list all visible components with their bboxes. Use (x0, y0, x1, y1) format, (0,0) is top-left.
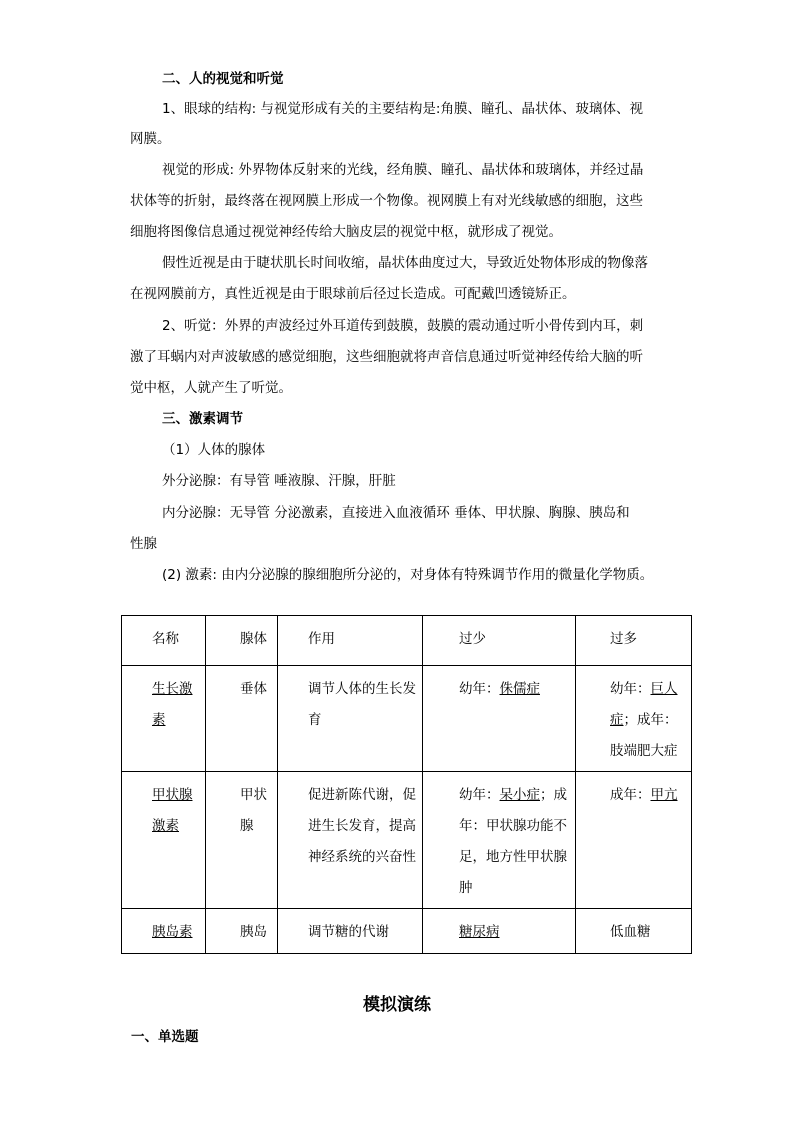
hormone-name (122, 666, 206, 772)
practice-title: 模拟演练 (363, 995, 431, 1015)
gland: 甲状腺 (206, 772, 278, 909)
hearing-line3: 觉中枢，人就产生了听觉。 (130, 380, 292, 396)
eye-structure-line2: 网膜。 (130, 131, 171, 147)
too-little-term: 糖尿病 (459, 924, 500, 940)
too-little-term: 侏儒症 (499, 681, 540, 697)
section2-heading: 二、人的视觉和听觉 (162, 71, 284, 87)
hormone-name (122, 772, 206, 909)
hormone-name-text: 生长激素 (152, 681, 193, 728)
too-little-suffix: ；成年：甲状腺功能不足，地方性甲状腺肿 (459, 787, 567, 896)
too-little-prefix: 幼年： (459, 681, 500, 697)
vision-formation-line2: 状体等的折射，最终落在视网膜上形成一个物像。视网膜上有对光线敏感的细胞，这些 (130, 193, 643, 209)
header-function: 作用 (278, 616, 423, 666)
table-header-row (122, 616, 692, 666)
gland: 垂体 (206, 666, 278, 772)
function: 调节人体的生长发育 (278, 666, 423, 772)
hearing-line1: 2、听觉：外界的声波经过外耳道传到鼓膜，鼓膜的震动通过听小骨传到内耳，刺 (162, 318, 644, 334)
table-row (122, 666, 692, 772)
eye-structure-line1: 1、眼球的结构: 与视觉形成有关的主要结构是:角膜、瞳孔、晶状体、玻璃体、视 (162, 101, 643, 117)
endocrine-glands-line2: 性腺 (130, 536, 157, 552)
header-too-little: 过少 (423, 616, 576, 666)
gland: 胰岛 (206, 909, 278, 954)
header-gland: 腺体 (206, 616, 278, 666)
too-much-prefix: 成年： (610, 787, 651, 803)
table-row (122, 772, 692, 909)
too-much (576, 772, 692, 909)
too-much-term: 巨人症 (610, 681, 678, 728)
header-name: 名称 (122, 616, 206, 666)
too-little-term: 呆小症 (499, 787, 540, 803)
practice-subtitle: 一、单选题 (131, 1029, 199, 1045)
vision-formation-line3: 细胞将图像信息通过视觉神经传给大脑皮层的视觉中枢，就形成了视觉。 (130, 224, 562, 240)
too-much-prefix: 幼年： (610, 681, 651, 697)
function: 促进新陈代谢，促进生长发育，提高神经系统的兴奋性 (278, 772, 423, 909)
function: 调节糖的代谢 (278, 909, 423, 954)
hearing-line2: 激了耳蜗内对声波敏感的感觉细胞，这些细胞就将声音信息通过听觉神经传给大脑的听 (130, 349, 643, 365)
too-much (576, 666, 692, 772)
hormone-name (122, 909, 206, 954)
too-much: 低血糖 (576, 909, 692, 954)
too-little (423, 666, 576, 772)
header-too-much: 过多 (576, 616, 692, 666)
too-little (423, 772, 576, 909)
vision-formation-line1: 视觉的形成: 外界物体反射来的光线，经角膜、瞳孔、晶状体和玻璃体，并经过晶 (162, 162, 644, 178)
glands-title: （1）人体的腺体 (162, 442, 266, 458)
hormone-definition: (2) 激素: 由内分泌腺的腺细胞所分泌的，对身体有特殊调节作用的微量化学物质。 (162, 567, 654, 583)
hormone-table (121, 615, 692, 954)
section3-heading: 三、激素调节 (162, 411, 243, 427)
hormone-name-text: 胰岛素 (152, 924, 193, 940)
hormone-name-text: 甲状腺激素 (152, 787, 193, 834)
exocrine-glands: 外分泌腺：有导管 唾液腺、汗腺，肝脏 (162, 473, 396, 489)
myopia-line2: 在视网膜前方，真性近视是由于眼球前后径过长造成。可配戴凹透镜矫正。 (130, 286, 576, 302)
myopia-line1: 假性近视是由于睫状肌长时间收缩，晶状体曲度过大，导致近处物体形成的物像落 (162, 255, 648, 271)
table-row (122, 909, 692, 954)
too-little (423, 909, 576, 954)
too-much-term: 甲亢 (650, 787, 678, 803)
too-little-prefix: 幼年： (459, 787, 500, 803)
endocrine-glands-line1: 内分泌腺：无导管 分泌激素，直接进入血液循环 垂体、甲状腺、胸腺、胰岛和 (162, 505, 630, 521)
too-much-suffix: ；成年：肢端肥大症 (610, 712, 678, 759)
